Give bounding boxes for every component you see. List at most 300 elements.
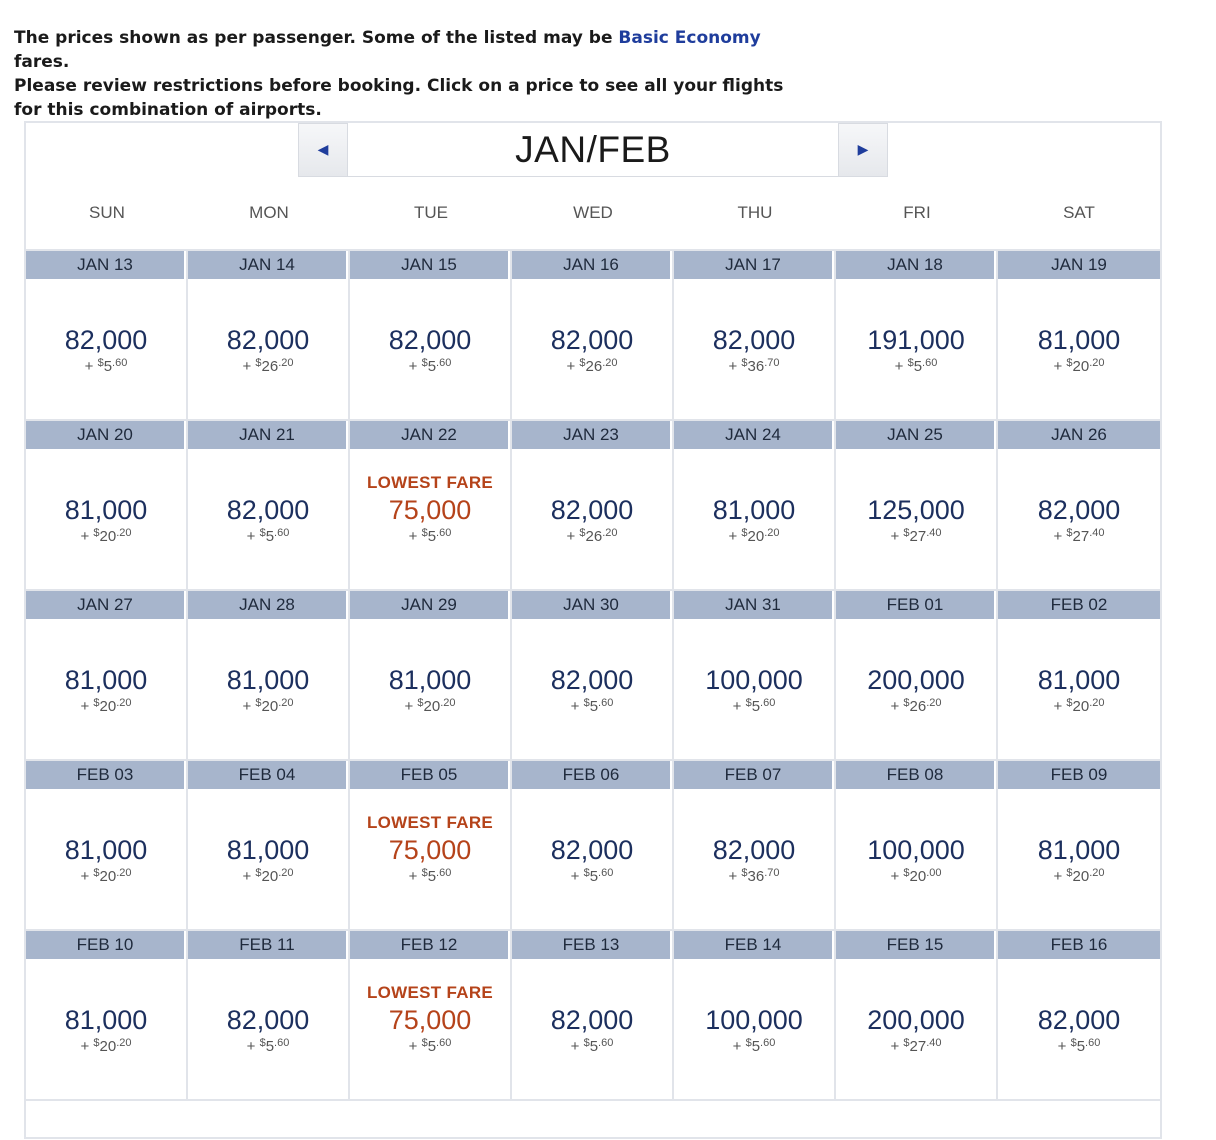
fare-price-link[interactable] (512, 449, 672, 589)
fare-miles: 75,000 (388, 835, 472, 865)
calendar-footer (26, 1101, 1160, 1137)
tax-amount: 20 (261, 868, 279, 885)
fare-miles: 191,000 (867, 325, 965, 355)
day-date-label: JAN 26 (998, 421, 1160, 449)
fare-miles: 81,000 (388, 665, 472, 695)
fare-taxes (512, 357, 672, 375)
fare-price-link[interactable] (350, 279, 510, 419)
day-cell[interactable] (188, 591, 350, 761)
fare-price-link[interactable] (998, 959, 1160, 1099)
day-cell[interactable] (836, 591, 998, 761)
day-cell[interactable] (512, 761, 674, 931)
lowest-fare-badge: LOWEST FARE (366, 473, 494, 492)
tax-amount: 20 (423, 698, 441, 715)
fare-taxes (188, 697, 348, 715)
disclaimer-text-2: fares. (14, 52, 70, 72)
tax-currency: $ (903, 527, 910, 539)
day-date-label: FEB 14 (674, 931, 834, 959)
tax-amount: 20 (1072, 868, 1090, 885)
tax-amount: 20 (99, 698, 117, 715)
tax-cents: .40 (926, 1037, 942, 1049)
fare-taxes (512, 867, 672, 885)
fare-price-link[interactable] (836, 449, 996, 589)
fare-miles: 81,000 (64, 495, 148, 525)
fare-price-link[interactable] (350, 619, 510, 759)
tax-amount: 5 (265, 1038, 275, 1055)
tax-currency: $ (421, 867, 428, 879)
day-date-label: FEB 16 (998, 931, 1160, 959)
day-cell[interactable] (188, 251, 350, 421)
fare-price-link[interactable] (836, 619, 996, 759)
tax-cents: .60 (436, 357, 452, 369)
tax-currency: $ (421, 357, 428, 369)
fare-miles: 200,000 (867, 1005, 965, 1035)
day-date-label: FEB 06 (512, 761, 672, 789)
fare-taxes (512, 527, 672, 545)
tax-amount: 20 (909, 868, 927, 885)
fare-miles: 81,000 (1037, 325, 1121, 355)
lowest-fare-badge: LOWEST FARE (366, 813, 494, 832)
day-cell[interactable] (188, 421, 350, 591)
tax-currency: $ (93, 867, 100, 879)
tax-currency: $ (907, 357, 914, 369)
next-month-button[interactable] (838, 123, 888, 177)
day-cell[interactable] (512, 251, 674, 421)
tax-amount: 26 (261, 358, 279, 375)
tax-cents: .60 (598, 697, 614, 709)
fare-taxes (836, 1037, 996, 1055)
tax-amount: 5 (751, 1038, 761, 1055)
day-cell[interactable] (512, 591, 674, 761)
day-cell[interactable] (26, 251, 188, 421)
tax-amount: 20 (261, 698, 279, 715)
disclaimer-text-3: Please review restrictions before booking. Click on a price to see all your flights for this combination of airports. (14, 76, 784, 120)
day-cell[interactable] (26, 761, 188, 931)
tax-amount: 5 (589, 868, 599, 885)
fare-miles: 81,000 (64, 835, 148, 865)
tax-currency: $ (421, 527, 428, 539)
calendar-weeks (26, 251, 1160, 1101)
tax-currency: $ (583, 697, 590, 709)
tax-amount: 20 (747, 528, 765, 545)
day-cell[interactable] (998, 761, 1160, 931)
fare-miles: 82,000 (226, 495, 310, 525)
tax-cents: .00 (926, 867, 942, 879)
plus-sign: + (84, 358, 98, 375)
tax-amount: 36 (747, 868, 765, 885)
fare-taxes (26, 527, 186, 545)
tax-currency: $ (745, 1037, 752, 1049)
day-date-label: FEB 04 (188, 761, 348, 789)
left-triangle-icon: ◀ (317, 142, 329, 158)
plus-sign: + (570, 698, 584, 715)
tax-currency: $ (259, 1037, 266, 1049)
fare-taxes (674, 867, 834, 885)
fare-taxes (998, 1037, 1160, 1055)
fare-taxes (998, 867, 1160, 885)
day-date-label: JAN 21 (188, 421, 348, 449)
day-cell[interactable] (674, 591, 836, 761)
tax-currency: $ (97, 357, 104, 369)
day-cell[interactable] (998, 591, 1160, 761)
plus-sign: + (732, 1038, 746, 1055)
day-cell[interactable] (674, 251, 836, 421)
fare-taxes (188, 527, 348, 545)
plus-sign: + (1057, 1038, 1071, 1055)
day-date-label: JAN 17 (674, 251, 834, 279)
plus-sign: + (246, 1038, 260, 1055)
plus-sign: + (728, 528, 742, 545)
plus-sign: + (1053, 698, 1067, 715)
fare-taxes (26, 1037, 186, 1055)
fare-price-link[interactable] (26, 449, 186, 589)
fare-price-link[interactable] (188, 279, 348, 419)
tax-cents: .20 (602, 357, 618, 369)
fare-taxes (836, 697, 996, 715)
fare-price-link[interactable] (836, 959, 996, 1099)
fare-miles: 81,000 (712, 495, 796, 525)
day-cell[interactable] (512, 421, 674, 591)
fare-miles: 82,000 (388, 325, 472, 355)
day-cell[interactable] (26, 591, 188, 761)
tax-amount: 5 (913, 358, 923, 375)
day-cell[interactable] (188, 931, 350, 1101)
fare-price-link[interactable] (350, 449, 510, 589)
plus-sign: + (890, 698, 904, 715)
tax-currency: $ (93, 527, 100, 539)
fare-price-link[interactable] (998, 619, 1160, 759)
previous-month-button[interactable] (298, 123, 348, 177)
plus-sign: + (80, 1038, 94, 1055)
fare-miles: 82,000 (64, 325, 148, 355)
plus-sign: + (242, 358, 256, 375)
plus-sign: + (408, 1038, 422, 1055)
weekday-mon: MON (249, 203, 289, 222)
tax-cents: .60 (760, 1037, 776, 1049)
plus-sign: + (408, 868, 422, 885)
tax-currency: $ (421, 1037, 428, 1049)
plus-sign: + (408, 528, 422, 545)
fare-miles: 100,000 (867, 835, 965, 865)
fare-taxes (350, 357, 510, 375)
fare-taxes (188, 357, 348, 375)
tax-currency: $ (255, 867, 262, 879)
day-cell[interactable] (836, 251, 998, 421)
tax-cents: .20 (116, 697, 132, 709)
day-date-label: JAN 22 (350, 421, 510, 449)
fare-miles: 100,000 (705, 665, 803, 695)
tax-cents: .20 (116, 1037, 132, 1049)
tax-amount: 5 (103, 358, 113, 375)
day-cell[interactable] (350, 931, 512, 1101)
fare-miles: 81,000 (64, 665, 148, 695)
day-cell[interactable] (674, 421, 836, 591)
tax-currency: $ (903, 1037, 910, 1049)
tax-cents: .20 (278, 357, 294, 369)
tax-currency: $ (1066, 697, 1073, 709)
tax-cents: .20 (278, 697, 294, 709)
fare-price-link[interactable] (836, 279, 996, 419)
weekday-sun: SUN (89, 203, 125, 222)
tax-amount: 5 (427, 868, 437, 885)
day-cell[interactable] (350, 251, 512, 421)
fare-price-link[interactable] (26, 789, 186, 929)
fare-taxes (188, 867, 348, 885)
fare-taxes (836, 357, 996, 375)
day-date-label: JAN 25 (836, 421, 996, 449)
plus-sign: + (890, 868, 904, 885)
day-date-label: FEB 01 (836, 591, 996, 619)
weekday-tue: TUE (414, 203, 448, 222)
day-cell[interactable] (836, 931, 998, 1101)
tax-cents: .20 (1089, 357, 1105, 369)
lowest-fare-badge: LOWEST FARE (366, 983, 494, 1002)
day-cell[interactable] (836, 421, 998, 591)
day-cell[interactable] (836, 761, 998, 931)
tax-cents: .60 (436, 527, 452, 539)
day-cell[interactable] (350, 421, 512, 591)
fare-price-link[interactable] (350, 789, 510, 929)
tax-cents: .20 (764, 527, 780, 539)
tax-currency: $ (579, 527, 586, 539)
tax-currency: $ (255, 357, 262, 369)
day-date-label: FEB 03 (26, 761, 186, 789)
fare-taxes (998, 527, 1160, 545)
tax-cents: .20 (116, 867, 132, 879)
month-title-box (348, 123, 838, 177)
day-date-label: JAN 24 (674, 421, 834, 449)
week-row (26, 251, 1160, 421)
day-date-label: JAN 16 (512, 251, 672, 279)
fare-miles: 81,000 (1037, 665, 1121, 695)
tax-currency: $ (93, 697, 100, 709)
tax-cents: .20 (278, 867, 294, 879)
plus-sign: + (566, 358, 580, 375)
fare-miles: 82,000 (226, 1005, 310, 1035)
fare-price-link[interactable] (512, 619, 672, 759)
plus-sign: + (80, 698, 94, 715)
tax-amount: 5 (751, 698, 761, 715)
fare-miles: 81,000 (226, 665, 310, 695)
fare-taxes (836, 867, 996, 885)
fare-taxes (674, 357, 834, 375)
plus-sign: + (890, 528, 904, 545)
fare-price-link[interactable] (26, 279, 186, 419)
week-row (26, 761, 1160, 931)
day-date-label: JAN 23 (512, 421, 672, 449)
fare-taxes (674, 1037, 834, 1055)
day-cell[interactable] (350, 591, 512, 761)
month-title: JAN/FEB (515, 128, 671, 170)
tax-amount: 5 (1076, 1038, 1086, 1055)
tax-cents: .60 (112, 357, 128, 369)
fare-taxes (350, 867, 510, 885)
fare-miles: 82,000 (550, 1005, 634, 1035)
tax-amount: 26 (909, 698, 927, 715)
tax-amount: 5 (589, 698, 599, 715)
week-row (26, 591, 1160, 761)
fare-taxes (674, 697, 834, 715)
fare-miles: 81,000 (64, 1005, 148, 1035)
day-date-label: FEB 10 (26, 931, 186, 959)
tax-cents: .60 (274, 527, 290, 539)
tax-cents: .20 (440, 697, 456, 709)
weekday-sat: SAT (1063, 203, 1095, 222)
tax-currency: $ (1066, 357, 1073, 369)
tax-cents: .40 (1089, 527, 1105, 539)
plus-sign: + (80, 868, 94, 885)
fare-price-link[interactable] (26, 619, 186, 759)
fare-price-link[interactable] (512, 959, 672, 1099)
tax-currency: $ (259, 527, 266, 539)
plus-sign: + (242, 868, 256, 885)
day-date-label: FEB 05 (350, 761, 510, 789)
plus-sign: + (570, 1038, 584, 1055)
day-cell[interactable] (674, 761, 836, 931)
fare-price-link[interactable] (674, 619, 834, 759)
day-date-label: JAN 31 (674, 591, 834, 619)
day-date-label: FEB 15 (836, 931, 996, 959)
plus-sign: + (404, 698, 418, 715)
fare-price-link[interactable] (188, 789, 348, 929)
tax-cents: .20 (1089, 697, 1105, 709)
tax-cents: .60 (274, 1037, 290, 1049)
day-cell[interactable] (26, 421, 188, 591)
tax-cents: .60 (1085, 1037, 1101, 1049)
day-date-label: JAN 20 (26, 421, 186, 449)
day-date-label: JAN 19 (998, 251, 1160, 279)
day-date-label: JAN 14 (188, 251, 348, 279)
day-date-label: FEB 13 (512, 931, 672, 959)
tax-currency: $ (741, 867, 748, 879)
day-date-label: FEB 12 (350, 931, 510, 959)
plus-sign: + (1053, 528, 1067, 545)
fare-taxes (512, 1037, 672, 1055)
tax-currency: $ (417, 697, 424, 709)
day-cell[interactable] (26, 931, 188, 1101)
fare-price-link[interactable] (674, 789, 834, 929)
fare-taxes (998, 697, 1160, 715)
fare-miles: 82,000 (550, 835, 634, 865)
tax-amount: 27 (909, 528, 927, 545)
day-cell[interactable] (998, 931, 1160, 1101)
day-date-label: FEB 09 (998, 761, 1160, 789)
tax-cents: .60 (598, 867, 614, 879)
fare-miles: 82,000 (712, 835, 796, 865)
tax-currency: $ (583, 1037, 590, 1049)
fare-price-link[interactable] (674, 449, 834, 589)
tax-cents: .60 (436, 867, 452, 879)
fare-price-link[interactable] (350, 959, 510, 1099)
day-date-label: FEB 08 (836, 761, 996, 789)
fare-miles: 81,000 (226, 835, 310, 865)
day-date-label: JAN 18 (836, 251, 996, 279)
tax-amount: 5 (265, 528, 275, 545)
fare-price-link[interactable] (674, 279, 834, 419)
fare-taxes (350, 1037, 510, 1055)
tax-amount: 26 (585, 358, 603, 375)
fare-price-link[interactable] (674, 959, 834, 1099)
tax-amount: 26 (585, 528, 603, 545)
tax-amount: 5 (427, 1038, 437, 1055)
fare-miles: 81,000 (1037, 835, 1121, 865)
day-cell[interactable] (998, 421, 1160, 591)
tax-cents: .60 (598, 1037, 614, 1049)
tax-cents: .70 (764, 357, 780, 369)
fare-price-link[interactable] (836, 789, 996, 929)
tax-currency: $ (745, 697, 752, 709)
tax-amount: 20 (1072, 358, 1090, 375)
fare-price-link[interactable] (998, 789, 1160, 929)
day-date-label: FEB 02 (998, 591, 1160, 619)
tax-cents: .60 (436, 1037, 452, 1049)
fare-miles: 82,000 (1037, 495, 1121, 525)
plus-sign: + (894, 358, 908, 375)
tax-amount: 20 (1072, 698, 1090, 715)
tax-currency: $ (903, 697, 910, 709)
fare-price-link[interactable] (188, 959, 348, 1099)
day-cell[interactable] (512, 931, 674, 1101)
day-cell[interactable] (350, 761, 512, 931)
day-date-label: JAN 29 (350, 591, 510, 619)
fare-miles: 75,000 (388, 1005, 472, 1035)
basic-economy-link[interactable]: Basic Economy (618, 28, 761, 48)
fare-taxes (512, 697, 672, 715)
fare-price-link[interactable] (512, 789, 672, 929)
tax-currency: $ (255, 697, 262, 709)
plus-sign: + (1053, 358, 1067, 375)
weekday-header-row (26, 203, 1160, 223)
fare-miles: 200,000 (867, 665, 965, 695)
tax-cents: .20 (926, 697, 942, 709)
tax-amount: 5 (427, 528, 437, 545)
day-cell[interactable] (674, 931, 836, 1101)
fare-miles: 82,000 (226, 325, 310, 355)
plus-sign: + (242, 698, 256, 715)
tax-currency: $ (903, 867, 910, 879)
fare-price-link[interactable] (998, 449, 1160, 589)
fare-miles: 82,000 (712, 325, 796, 355)
tax-cents: .70 (764, 867, 780, 879)
day-cell[interactable] (188, 761, 350, 931)
fare-price-link[interactable] (26, 959, 186, 1099)
fare-price-link[interactable] (188, 619, 348, 759)
fare-price-link[interactable] (188, 449, 348, 589)
day-cell[interactable] (998, 251, 1160, 421)
plus-sign: + (566, 528, 580, 545)
day-date-label: JAN 13 (26, 251, 186, 279)
fare-price-link[interactable] (998, 279, 1160, 419)
fare-miles: 82,000 (550, 665, 634, 695)
tax-cents: .60 (760, 697, 776, 709)
tax-cents: .20 (116, 527, 132, 539)
fare-taxes (836, 527, 996, 545)
fare-price-link[interactable] (512, 279, 672, 419)
weekday-fri: FRI (903, 203, 931, 222)
tax-amount: 27 (1072, 528, 1090, 545)
day-date-label: JAN 30 (512, 591, 672, 619)
tax-cents: .20 (602, 527, 618, 539)
day-date-label: JAN 27 (26, 591, 186, 619)
weekday-thu: THU (737, 203, 773, 222)
plus-sign: + (728, 358, 742, 375)
tax-currency: $ (1066, 527, 1073, 539)
fare-disclaimer (14, 26, 794, 122)
disclaimer-text-1: The prices shown as per passenger. Some of the listed may be (14, 28, 619, 48)
tax-amount: 36 (747, 358, 765, 375)
right-triangle-icon: ▶ (857, 142, 869, 158)
plus-sign: + (732, 698, 746, 715)
